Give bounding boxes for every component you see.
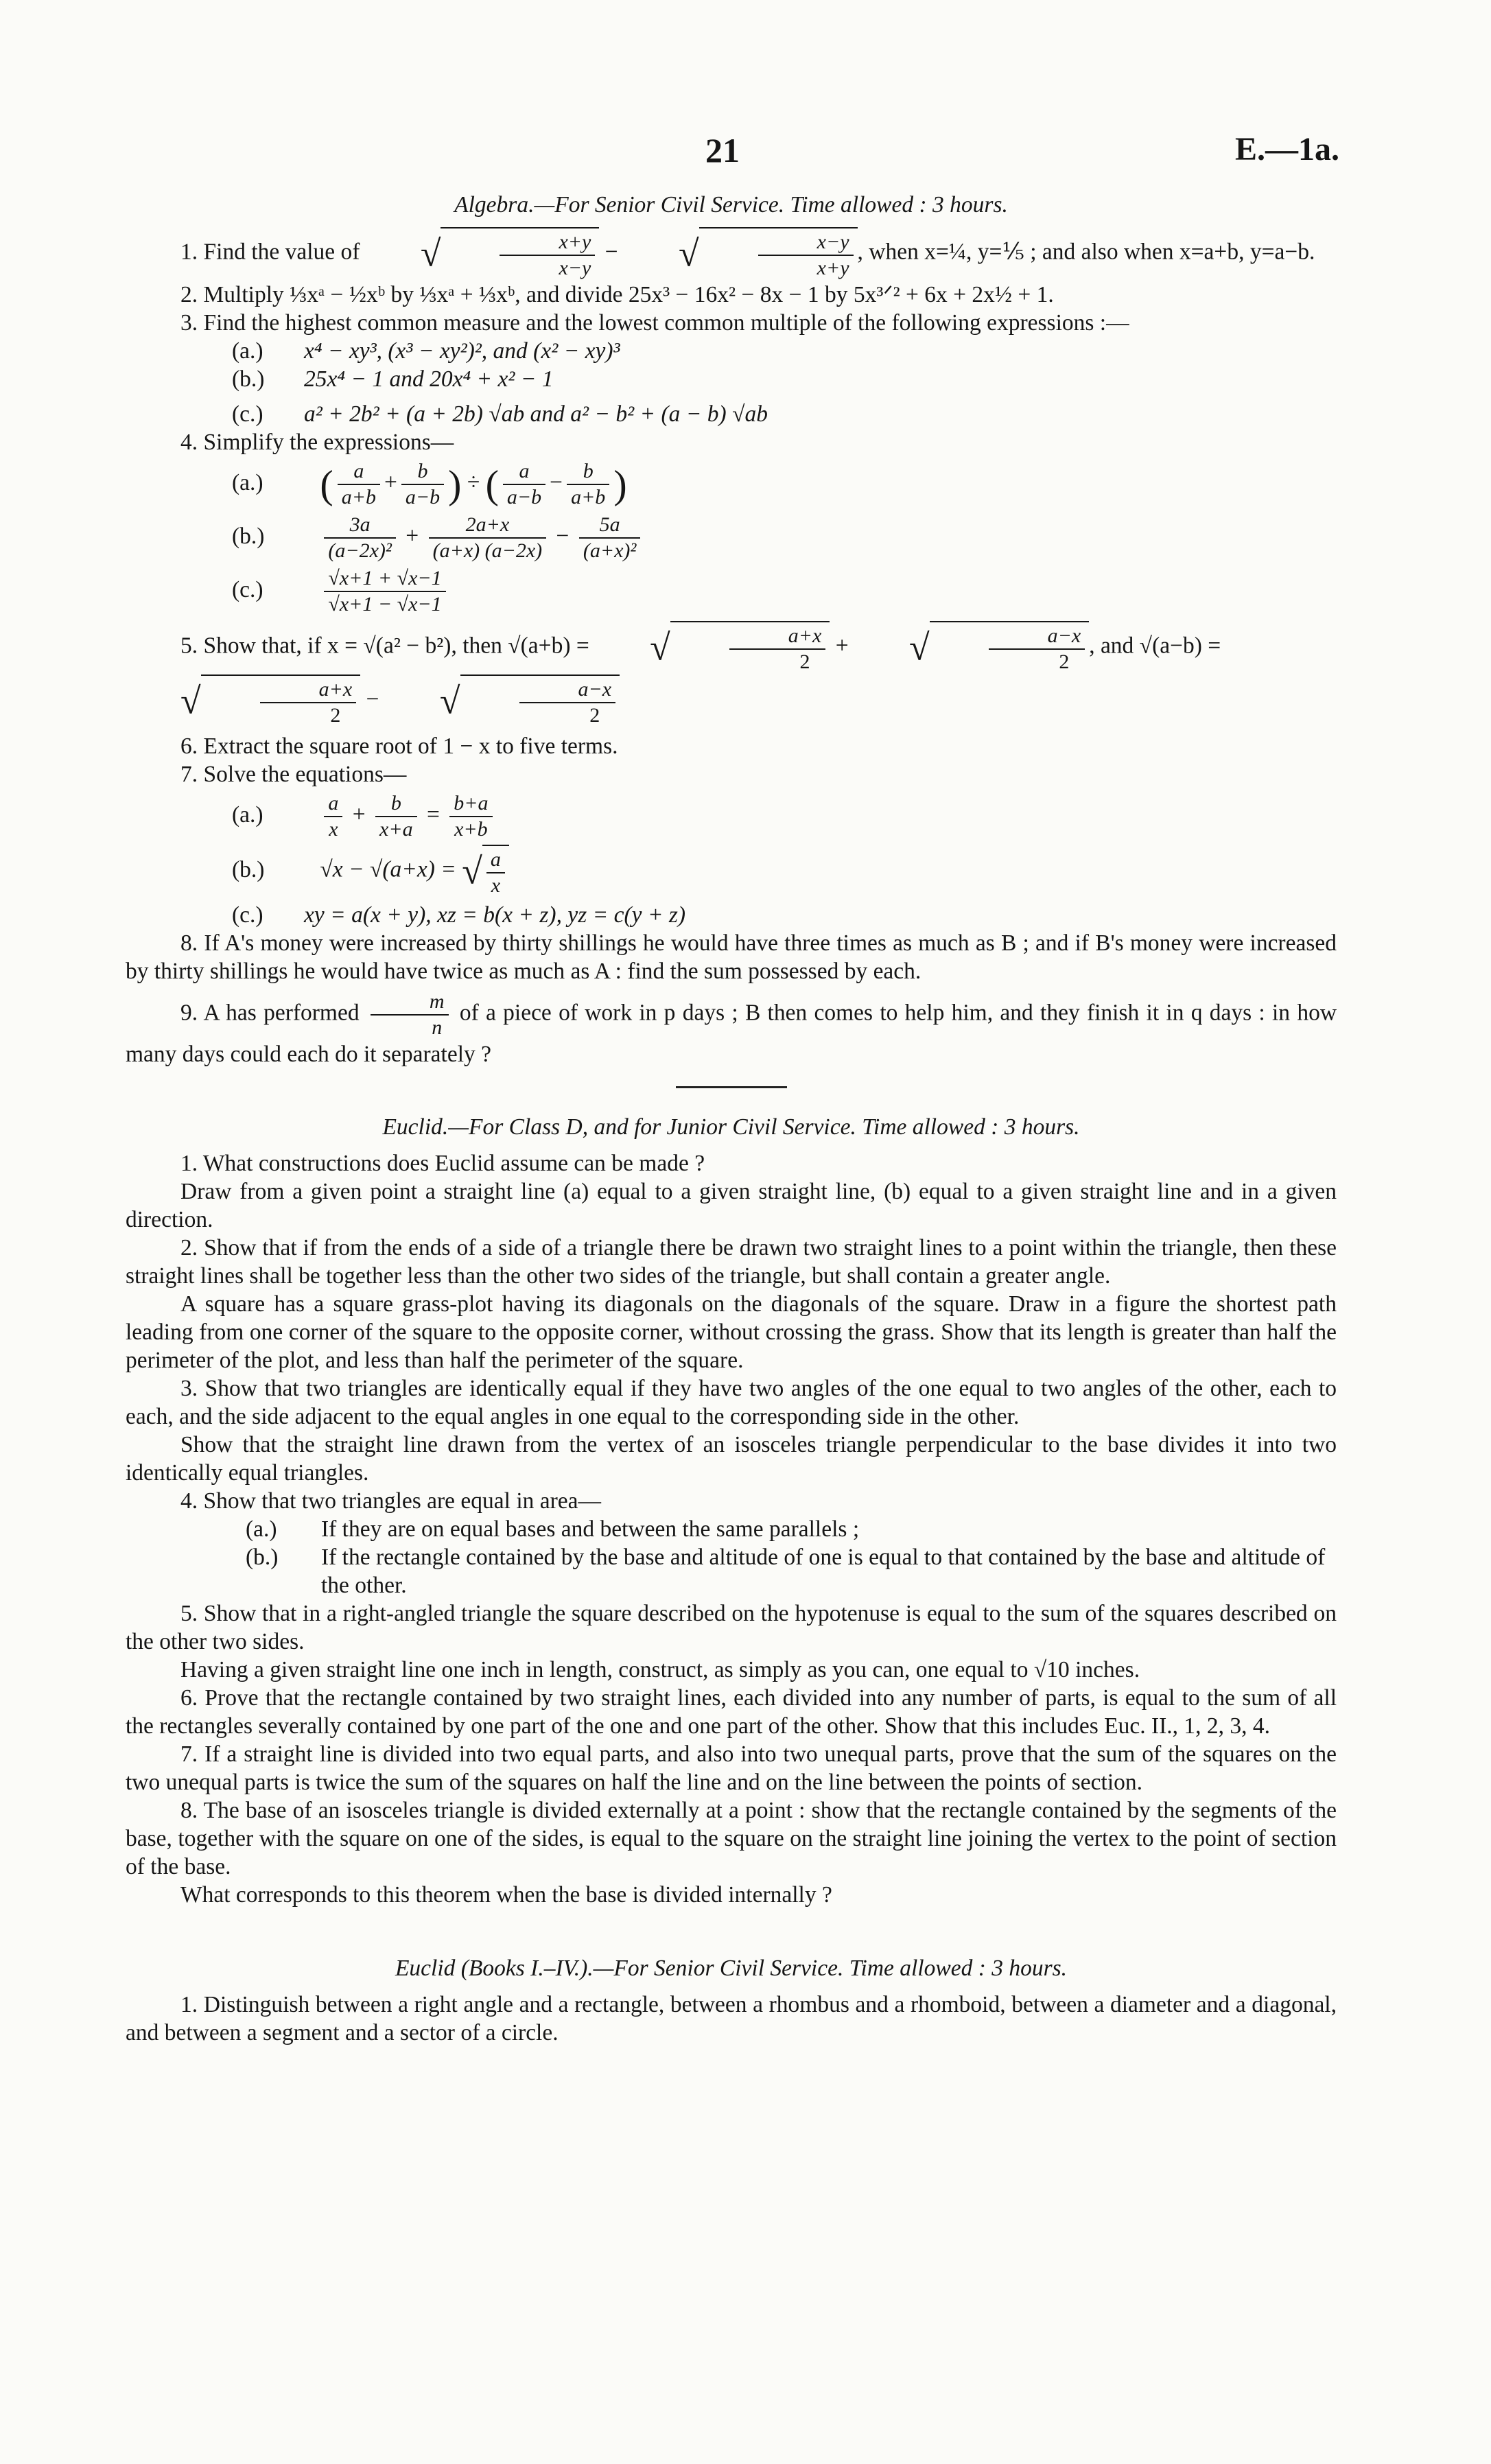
radical-1: √ $\frac{x+y}{x-y}$ — [366, 227, 600, 281]
section-divider — [676, 1086, 787, 1088]
euclid-d-p4b: (b.) If the rectangle contained by the base and altitude of one is equal to that contained by the base and altitude of the other. — [246, 1545, 1326, 1598]
algebra-q7c: (c.) xy = a(x + y), xz = b(x + z), yz = c(y + z) — [232, 902, 686, 928]
page-content — [126, 191, 1337, 2047]
euclid-d-p6: 6. Prove that the rectangle contained by two straight lines, each divided into any number of parts, is equal to the sum of all the rectangles severally contained by one part of the one and one part of the other. Show that this includes Euc. II., 1, 2, 3, 4. — [126, 1685, 1337, 1739]
radical-2: √ $\frac{x-y}{x+y}$ — [624, 227, 858, 281]
algebra-title: Algebra.—For Senior Civil Service. Time allowed : 3 hours. — [454, 192, 1008, 218]
algebra-q5: 5. Show that, if x = √(a² − b²), then √(a+b) = √ $\frac{a+x}{2}$ + √ $\frac{a-x}{2}$ , and √(a−b) = √ $\frac{a+x}{2}$ − √ $\frac{a-x}{2}$ — [126, 621, 1337, 728]
euclid-d-p1b: Draw from a given point a straight line (a) equal to a given straight line, (b) equal to a given straight line and in a given direction. — [126, 1179, 1337, 1232]
euclid-senior-title: Euclid (Books I.–IV.).—For Senior Civil Service. Time allowed : 3 hours. — [395, 1956, 1068, 1981]
euclid-senior-p1: 1. Distinguish between a right angle and a rectangle, between a rhombus and a rhomboid, between a diameter and a diagonal, and between a segment and a sector of a circle. — [126, 1992, 1337, 2045]
euclid-d-p8b: What corresponds to this theorem when the base is divided internally ? — [180, 1882, 832, 1908]
algebra-q8: 8. If A's money were increased by thirty shillings he would have three times as much as B ; and if B's money were increased by thirty shillings he would have twice as much as A : find the sum possessed by each. — [126, 930, 1337, 984]
algebra-q4a: (a.) ( $\frac{a}{a+b}$ + $\frac{b}{a-b}$ ) ÷ ( $\frac{a}{a-b}$ − $\frac{b}{a+b}$ ) — [232, 460, 627, 508]
algebra-q3b: (b.) 25x⁴ − 1 and 20x⁴ + x² − 1 — [232, 366, 554, 392]
algebra-q4b: (b.) $\frac{3a}{\text{(a−2x)²}}$ + $\frac{2a+x}{(a+x) (a-2x)}$ − $\frac{5a}{\text{(a+x)²}}$ — [232, 513, 1337, 563]
algebra-q7b: (b.) √x − √(a+x) = √ $\frac{a}{x}$ — [232, 845, 1337, 898]
euclid-d-p8: 8. The base of an isosceles triangle is divided externally at a point : show that the rectangle contained by the segments of the base, together with the square on one of the sides, is equal to the square on the straight line joining the vertex to the point of section of the base. — [126, 1798, 1337, 1879]
algebra-q7a: (a.) $\frac{a}{x}$ + $\frac{b}{x+a}$ = $\frac{b+a}{x+b}$ — [232, 791, 1337, 842]
algebra-q4: 4. Simplify the expressions— — [180, 430, 454, 455]
euclid-d-p2b: A square has a square grass-plot having its diagonals on the diagonals of the square. Draw in a figure the shortest path leading from one corner of the square to the opposite corner, without crossing the grass. Show that its length is greater than half the perimeter of the plot, and less than half the perimeter of the square. — [126, 1291, 1337, 1373]
algebra-q6: 6. Extract the square root of 1 − x to five terms. — [180, 734, 618, 759]
algebra-q9: 9. A has performed $\frac{m}{n}$ of a piece of work in p days ; B then comes to help him, and they finish it in q days : in how many days could each do it separately ? — [126, 990, 1337, 1067]
euclid-d-p1: 1. What constructions does Euclid assume can be made ? — [180, 1151, 705, 1176]
algebra-q4c: (c.) $\frac{√x+1 + √x-1}{√x+1 - √x-1}$ — [232, 566, 1337, 617]
page-number: 21 — [705, 131, 740, 169]
euclid-d-p4: 4. Show that two triangles are equal in area— — [180, 1488, 602, 1514]
euclid-d-p2: 2. Show that if from the ends of a side of a triangle there be drawn two straight lines to a point within the triangle, then these straight lines shall be together less than the other two sides of the triangle, but shall contain a greater angle. — [126, 1235, 1337, 1289]
euclid-d-p4a: (a.) If they are on equal bases and between the same parallels ; — [246, 1516, 860, 1542]
algebra-q3a: (a.) x⁴ − xy³, (x³ − xy²)², and (x² − xy)³ — [232, 338, 620, 364]
euclid-d-p3b: Show that the straight line drawn from the vertex of an isosceles triangle perpendicular to the base divides it into two identically equal triangles. — [126, 1432, 1337, 1486]
euclid-d-p3: 3. Show that two triangles are identically equal if they have two angles of the one equal to two angles of the other, each to each, and the side adjacent to the equal angles in one equal to the corresponding side in the other. — [126, 1376, 1337, 1429]
algebra-q2: 2. Multiply ⅓xᵃ − ½xᵇ by ⅓xᵃ + ⅓xᵇ, and divide 25x³ − 16x² − 8x − 1 by 5x³ᐟ² + 6x + 2x½ + 1. — [180, 282, 1054, 307]
euclid-d-title: Euclid.—For Class D, and for Junior Civil Service. Time allowed : 3 hours. — [382, 1114, 1080, 1140]
algebra-q1: 1. Find the value of √ $\frac{x+y}{x-y}$ − √ $\frac{x-y}{x+y}$ , when x=¼, y=⅕ ; and also when x=a+b, y=a−b. — [126, 227, 1337, 281]
document-reference: E.—1a. — [1235, 131, 1340, 167]
algebra-q3c: (c.) a² + 2b² + (a + 2b) √ab and a² − b² + (a − b) √ab — [232, 401, 768, 427]
page-header — [0, 130, 1491, 178]
euclid-d-p5: 5. Show that in a right-angled triangle the square described on the hypotenuse is equal to the sum of the squares described on the other two sides. — [126, 1601, 1337, 1654]
algebra-q7: 7. Solve the equations— — [180, 762, 407, 787]
algebra-q3: 3. Find the highest common measure and the lowest common multiple of the following expressions :— — [180, 310, 1129, 336]
euclid-d-p7: 7. If a straight line is divided into two equal parts, and also into two unequal parts, prove that the sum of the squares on the two unequal parts is twice the sum of the squares on half the line and on the line between the points of section. — [126, 1741, 1337, 1795]
euclid-d-p5b: Having a given straight line one inch in length, construct, as simply as you can, one equal to √10 inches. — [180, 1657, 1140, 1682]
